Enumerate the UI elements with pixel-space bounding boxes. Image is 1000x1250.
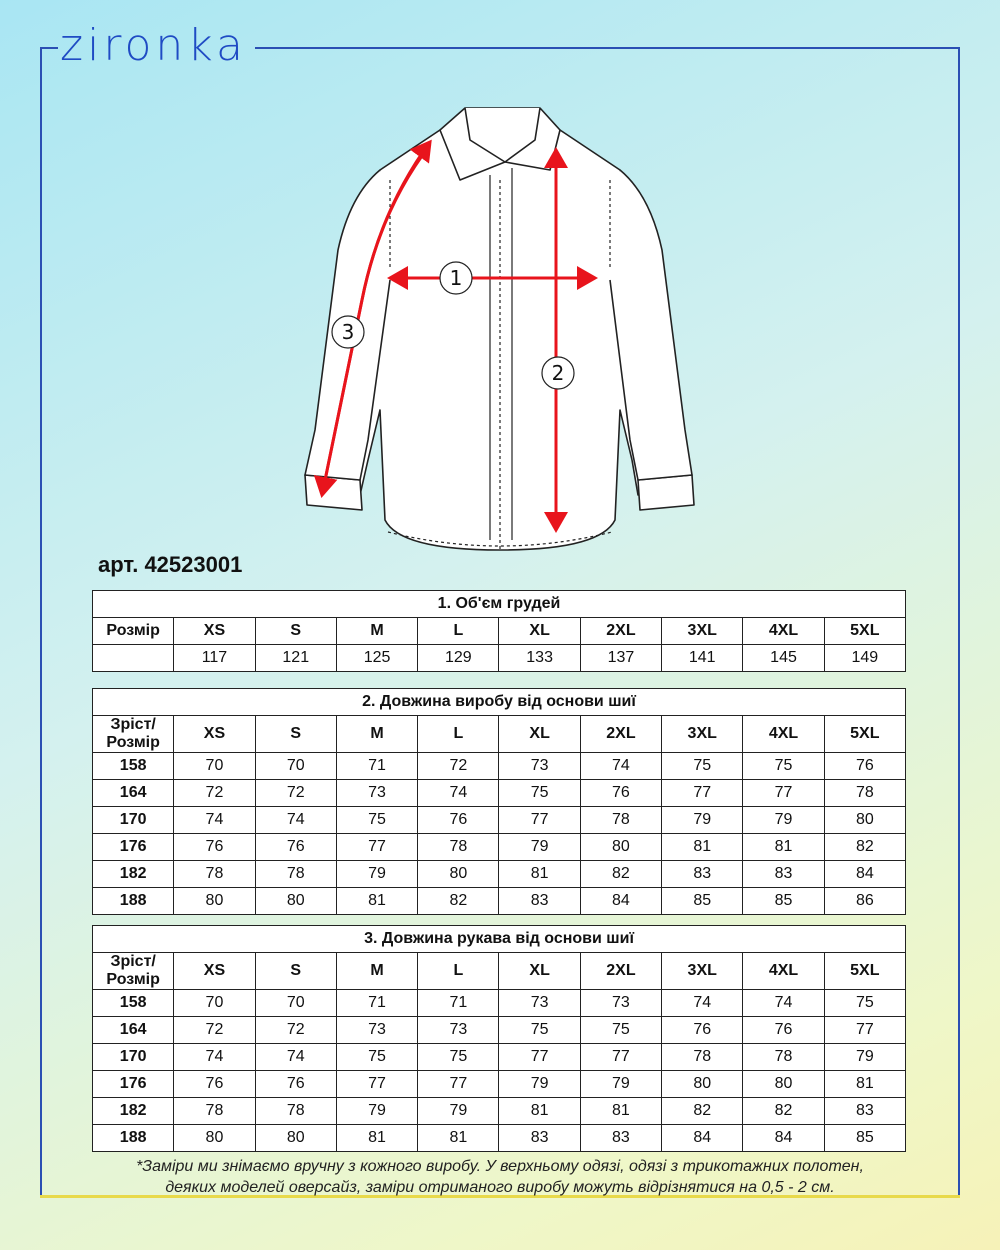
value-cell: 75	[743, 753, 824, 780]
value-cell: 77	[336, 1071, 417, 1098]
height-cell: 182	[93, 861, 174, 888]
size-header: L	[418, 716, 499, 753]
table-row	[93, 888, 906, 915]
value-cell: 83	[580, 1125, 661, 1152]
table-row	[93, 807, 906, 834]
table-row	[93, 645, 906, 672]
table-row	[93, 1098, 906, 1125]
value-cell: 80	[174, 1125, 255, 1152]
value-cell: 75	[499, 1017, 580, 1044]
value-cell: 80	[255, 888, 336, 915]
height-cell: 170	[93, 807, 174, 834]
value-cell: 78	[662, 1044, 743, 1071]
value-cell: 129	[418, 645, 499, 672]
value-cell: 73	[418, 1017, 499, 1044]
row-label-header: Розмір	[93, 618, 174, 645]
value-cell: 76	[743, 1017, 824, 1044]
value-cell: 70	[255, 990, 336, 1017]
row-label-header: Зріст/Розмір	[93, 953, 174, 990]
value-cell: 86	[824, 888, 905, 915]
value-cell: 133	[499, 645, 580, 672]
value-cell: 75	[662, 753, 743, 780]
value-cell: 81	[418, 1125, 499, 1152]
size-header: M	[336, 716, 417, 753]
table-row	[93, 753, 906, 780]
value-cell: 79	[662, 807, 743, 834]
value-cell: 81	[743, 834, 824, 861]
size-header: 2XL	[580, 716, 661, 753]
value-cell: 79	[824, 1044, 905, 1071]
table-title: 2. Довжина виробу від основи шиї	[93, 689, 906, 716]
value-cell: 76	[255, 1071, 336, 1098]
size-header: 5XL	[824, 716, 905, 753]
sleeve-table	[92, 925, 906, 1152]
value-cell: 79	[580, 1071, 661, 1098]
value-cell: 73	[499, 990, 580, 1017]
value-cell: 145	[743, 645, 824, 672]
table-row	[93, 834, 906, 861]
table-row	[93, 780, 906, 807]
measurement-note	[55, 1156, 945, 1198]
value-cell: 85	[824, 1125, 905, 1152]
value-cell: 80	[824, 807, 905, 834]
value-cell: 84	[662, 1125, 743, 1152]
value-cell: 77	[336, 834, 417, 861]
size-header: 5XL	[824, 618, 905, 645]
value-cell: 82	[662, 1098, 743, 1125]
chest-table	[92, 590, 906, 672]
value-cell: 72	[174, 780, 255, 807]
table-title-row	[93, 689, 906, 716]
value-cell: 79	[499, 1071, 580, 1098]
height-cell: 158	[93, 990, 174, 1017]
value-cell: 75	[336, 807, 417, 834]
value-cell: 84	[580, 888, 661, 915]
value-cell: 81	[824, 1071, 905, 1098]
size-header: 3XL	[662, 618, 743, 645]
value-cell: 72	[174, 1017, 255, 1044]
value-cell: 81	[499, 1098, 580, 1125]
size-header: S	[255, 716, 336, 753]
size-header: XS	[174, 618, 255, 645]
value-cell: 73	[499, 753, 580, 780]
shirt-illustration	[290, 100, 710, 560]
table-row	[93, 990, 906, 1017]
value-cell: 81	[499, 861, 580, 888]
size-header: 4XL	[743, 716, 824, 753]
table-row	[93, 1017, 906, 1044]
value-cell: 74	[580, 753, 661, 780]
value-cell: 73	[336, 1017, 417, 1044]
value-cell: 85	[662, 888, 743, 915]
value-cell: 78	[824, 780, 905, 807]
value-cell: 74	[255, 807, 336, 834]
value-cell: 83	[662, 861, 743, 888]
height-cell: 164	[93, 780, 174, 807]
value-cell: 70	[255, 753, 336, 780]
table-title: 3. Довжина рукава від основи шиї	[93, 926, 906, 953]
size-header: 5XL	[824, 953, 905, 990]
value-cell: 74	[174, 1044, 255, 1071]
value-cell: 70	[174, 990, 255, 1017]
size-header: 4XL	[743, 618, 824, 645]
value-cell: 74	[255, 1044, 336, 1071]
value-cell: 76	[255, 834, 336, 861]
size-header: M	[336, 618, 417, 645]
value-cell: 72	[418, 753, 499, 780]
value-cell: 83	[743, 861, 824, 888]
height-cell: 176	[93, 1071, 174, 1098]
value-cell: 72	[255, 1017, 336, 1044]
height-cell: 182	[93, 1098, 174, 1125]
value-cell: 82	[418, 888, 499, 915]
table-row	[93, 861, 906, 888]
value-cell: 70	[174, 753, 255, 780]
value-cell: 80	[580, 834, 661, 861]
height-cell: 164	[93, 1017, 174, 1044]
value-cell: 78	[580, 807, 661, 834]
value-cell: 80	[255, 1125, 336, 1152]
note-line-1: *Заміри ми знімаємо вручну з кожного виробу. У верхньому одязі, одязі з трикотажних полотен,	[136, 1158, 864, 1175]
value-cell: 80	[418, 861, 499, 888]
value-cell: 75	[580, 1017, 661, 1044]
value-cell: 149	[824, 645, 905, 672]
row-label-header: Зріст/Розмір	[93, 716, 174, 753]
value-cell: 77	[580, 1044, 661, 1071]
value-cell: 76	[824, 753, 905, 780]
value-cell: 81	[336, 1125, 417, 1152]
value-cell: 78	[743, 1044, 824, 1071]
value-cell: 76	[174, 1071, 255, 1098]
height-cell: 170	[93, 1044, 174, 1071]
value-cell: 77	[743, 780, 824, 807]
table-header-row	[93, 618, 906, 645]
table-title-row	[93, 591, 906, 618]
value-cell: 81	[662, 834, 743, 861]
value-cell: 77	[499, 1044, 580, 1071]
height-cell: 188	[93, 888, 174, 915]
value-cell: 76	[418, 807, 499, 834]
value-cell: 80	[662, 1071, 743, 1098]
value-cell: 80	[743, 1071, 824, 1098]
value-cell: 73	[336, 780, 417, 807]
value-cell: 79	[418, 1098, 499, 1125]
value-cell: 137	[580, 645, 661, 672]
size-header: M	[336, 953, 417, 990]
value-cell: 73	[580, 990, 661, 1017]
value-cell: 125	[336, 645, 417, 672]
value-cell: 83	[824, 1098, 905, 1125]
size-header: 2XL	[580, 618, 661, 645]
brand-logo: zironka	[60, 20, 247, 71]
value-cell: 84	[743, 1125, 824, 1152]
height-cell: 176	[93, 834, 174, 861]
value-cell: 74	[418, 780, 499, 807]
value-cell: 79	[336, 1098, 417, 1125]
value-cell: 81	[580, 1098, 661, 1125]
value-cell: 80	[174, 888, 255, 915]
value-cell: 82	[580, 861, 661, 888]
size-header: L	[418, 953, 499, 990]
table-row	[93, 1125, 906, 1152]
height-cell: 158	[93, 753, 174, 780]
note-line-2: деяких моделей оверсайз, заміри отриманого виробу можуть відрізнятися на 0,5 - 2 см.	[165, 1179, 835, 1196]
size-header: 4XL	[743, 953, 824, 990]
value-cell: 141	[662, 645, 743, 672]
height-cell: 188	[93, 1125, 174, 1152]
size-header: 3XL	[662, 953, 743, 990]
value-cell: 79	[336, 861, 417, 888]
value-cell: 78	[174, 861, 255, 888]
value-cell: 74	[743, 990, 824, 1017]
value-cell: 71	[336, 753, 417, 780]
value-cell: 76	[174, 834, 255, 861]
size-header: XS	[174, 716, 255, 753]
value-cell: 79	[743, 807, 824, 834]
value-cell: 78	[255, 1098, 336, 1125]
size-header: XL	[499, 953, 580, 990]
value-cell: 77	[418, 1071, 499, 1098]
value-cell: 81	[336, 888, 417, 915]
size-header: XL	[499, 716, 580, 753]
value-cell: 77	[499, 807, 580, 834]
value-cell: 84	[824, 861, 905, 888]
value-cell: 75	[418, 1044, 499, 1071]
value-cell: 72	[255, 780, 336, 807]
table-title: 1. Об'єм грудей	[93, 591, 906, 618]
value-cell: 75	[499, 780, 580, 807]
value-cell: 76	[580, 780, 661, 807]
size-header: L	[418, 618, 499, 645]
value-cell: 85	[743, 888, 824, 915]
size-header: 3XL	[662, 716, 743, 753]
value-cell: 78	[174, 1098, 255, 1125]
value-cell: 83	[499, 888, 580, 915]
value-cell: 71	[418, 990, 499, 1017]
value-cell: 77	[662, 780, 743, 807]
value-cell: 121	[255, 645, 336, 672]
value-cell: 79	[499, 834, 580, 861]
table-row	[93, 1044, 906, 1071]
empty-cell	[93, 645, 174, 672]
size-header: XL	[499, 618, 580, 645]
size-header: S	[255, 953, 336, 990]
value-cell: 75	[336, 1044, 417, 1071]
value-cell: 76	[662, 1017, 743, 1044]
size-header: XS	[174, 953, 255, 990]
value-cell: 77	[824, 1017, 905, 1044]
table-header-row	[93, 716, 906, 753]
value-cell: 82	[824, 834, 905, 861]
value-cell: 74	[174, 807, 255, 834]
table-row	[93, 1071, 906, 1098]
value-cell: 78	[418, 834, 499, 861]
value-cell: 78	[255, 861, 336, 888]
marker-1-label: 1	[449, 266, 463, 290]
marker-3-label: 3	[341, 320, 355, 344]
table-header-row	[93, 953, 906, 990]
article-number: арт. 42523001	[98, 552, 243, 577]
value-cell: 117	[174, 645, 255, 672]
length-table	[92, 688, 906, 915]
value-cell: 71	[336, 990, 417, 1017]
marker-2-label: 2	[551, 361, 565, 385]
table-title-row	[93, 926, 906, 953]
value-cell: 82	[743, 1098, 824, 1125]
value-cell: 74	[662, 990, 743, 1017]
size-header: 2XL	[580, 953, 661, 990]
value-cell: 75	[824, 990, 905, 1017]
size-header: S	[255, 618, 336, 645]
value-cell: 83	[499, 1125, 580, 1152]
